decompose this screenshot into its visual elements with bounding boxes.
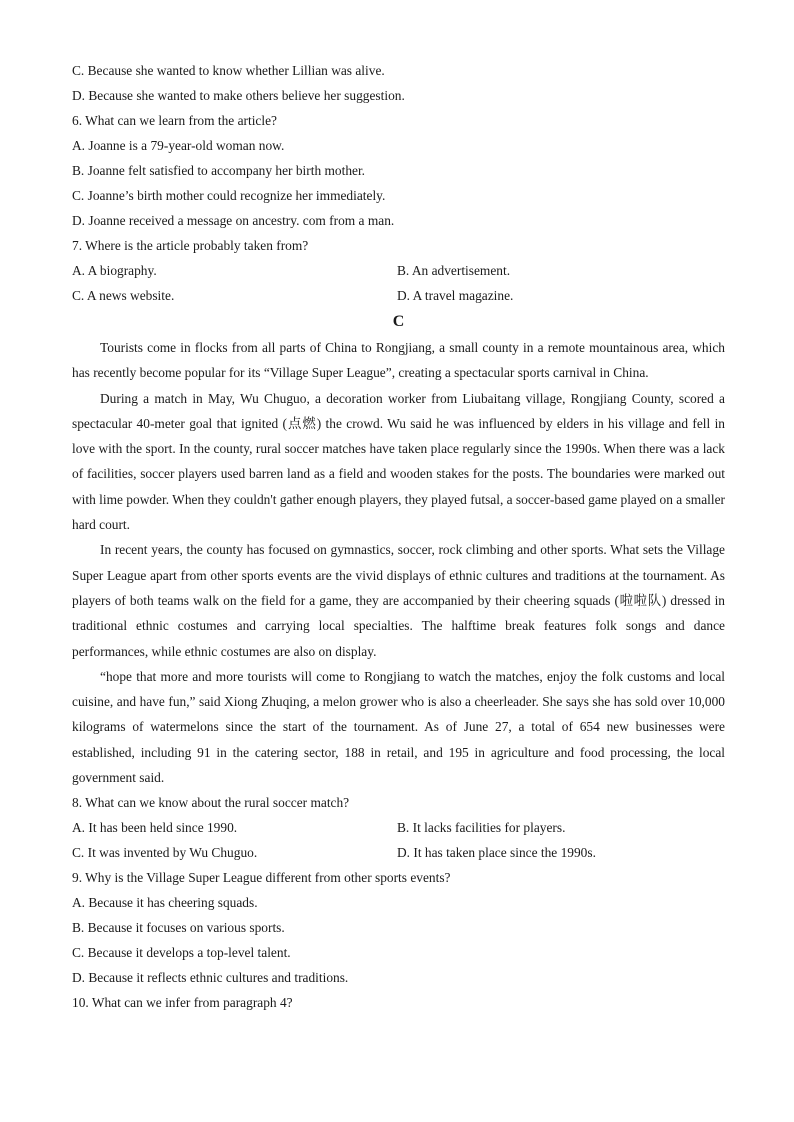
document-page — [72, 58, 725, 1015]
q8-option-b: B. It lacks facilities for players. — [397, 820, 566, 836]
q8-question: 8. What can we know about the rural soccer match? — [72, 795, 350, 811]
q8-option-d: D. It has taken place since the 1990s. — [397, 845, 596, 861]
q5-option-d: D. Because she wanted to make others believe her suggestion. — [72, 88, 405, 103]
section-c-paragraph-1: Tourists come in flocks from all parts of China to Rongjiang, a small county in a remote mountainous area, which has recently become popular for its “Village Super League”, creating a spectacular sports carnival in China. — [72, 340, 725, 381]
q6-option-b: B. Joanne felt satisfied to accompany her birth mother. — [72, 163, 366, 178]
q8-option-a: A. It has been held since 1990. — [72, 820, 238, 836]
q5-option-c: C. Because she wanted to know whether Lillian was alive. — [72, 63, 385, 78]
q9-option-c: C. Because it develops a top-level talent. — [72, 945, 291, 961]
q7-options-row-2 — [72, 283, 725, 308]
q7-option-a: A. A biography. — [72, 263, 157, 278]
q9-option-a: A. Because it has cheering squads. — [72, 895, 258, 911]
q6-option-c: C. Joanne’s birth mother could recognize her immediately. — [72, 188, 386, 203]
q7-option-d: D. A travel magazine. — [397, 288, 514, 303]
q8-options-row-2 — [72, 840, 725, 865]
section-c-paragraph-2: During a match in May, Wu Chuguo, a decoration worker from Liubaitang village, Rongjiang County, scored a spectacular 40-meter goal that ignited (点燃) the crowd. Wu said he was influenced by elders in his village and fell in love with the sport. In the county, rural soccer matches have taken place regularly since the 1990s. When there was a lack of facilities, soccer players used barren land as a field and wooden stakes for the posts. The boundaries were marked out with lime powder. When they couldn't gather enough players, they played futsal, a soccer-based game played on a smaller hard court. — [72, 390, 725, 533]
section-c-title: C — [392, 313, 405, 330]
q6-option-d: D. Joanne received a message on ancestry. com from a man. — [72, 213, 395, 228]
q7-option-c: C. A news website. — [72, 288, 175, 303]
q9-question: 9. Why is the Village Super League different from other sports events? — [72, 870, 451, 886]
q8-options-row-1 — [72, 815, 725, 840]
q7-options-row-1 — [72, 258, 725, 283]
section-c-paragraph-4: “hope that more and more tourists will come to Rongjiang to watch the matches, enjoy the folk customs and local cuisine, and have fun,” said Xiong Zhuqing, a melon grower who is also a cheerleader. She says she has sold over 10,000 kilograms of watermelons since the start of the tournament. As of June 27, a total of 654 new businesses were established, including 91 in the catering sector, 188 in retail, and 195 in agriculture and food processing, the local government said. — [72, 668, 725, 786]
q9-option-b: B. Because it focuses on various sports. — [72, 920, 285, 936]
q9-option-d: D. Because it reflects ethnic cultures and traditions. — [72, 970, 349, 986]
q7-question: 7. Where is the article probably taken from? — [72, 238, 309, 253]
section-c-paragraph-3: In recent years, the county has focused on gymnastics, soccer, rock climbing and other sports. What sets the Village Super League apart from other sports events are the vivid displays of ethnic cultures and traditions at the tournament. As players of both teams walk on the field for a game, they are accompanied by their cheering squads (啦啦队) dressed in traditional ethnic costumes and carrying local specialties. The halftime break features folk songs and dance performances, while ethnic costumes are also on display. — [72, 542, 725, 659]
q6-question: 6. What can we learn from the article? — [72, 113, 277, 128]
q7-option-b: B. An advertisement. — [397, 263, 511, 278]
q10-question: 10. What can we infer from paragraph 4? — [72, 995, 293, 1011]
q6-option-a: A. Joanne is a 79-year-old woman now. — [72, 138, 285, 153]
q8-option-c: C. It was invented by Wu Chuguo. — [72, 845, 258, 861]
